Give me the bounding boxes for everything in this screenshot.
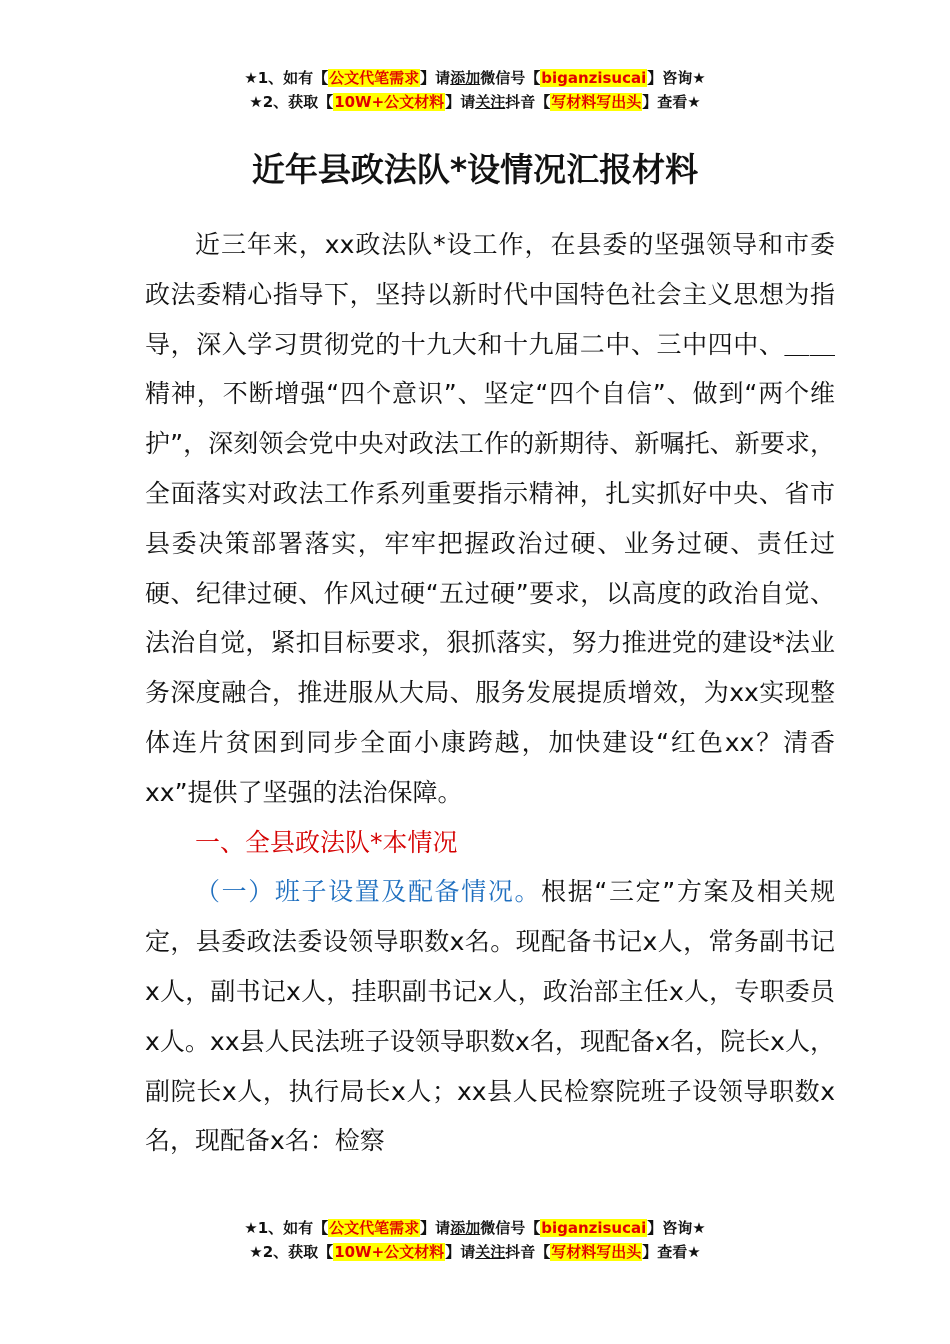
subsection-1-text: 根据“三定”方案及相关规定，县委政法委设领导职数x名。现配备书记x人，常务副书记x人，副书记x人，挂职副书记x人，政治部主任x人，专职委员x人。xx县人民法班子设领导职数x名，现配备x名，院长x人，副院长x人，执行局长x人；xx县人民检察院班子设领导职数x名，现配备x名：检察 (145, 877, 835, 1156)
footer-line-2: ★2、获取【10W+公文材料】请关注抖音【写材料写出头】查看★ (249, 1243, 701, 1261)
section-1-heading: 一、全县政法队*本情况 (195, 827, 458, 857)
document-body (145, 220, 835, 1166)
highlight-materials: 10W+公文材料 (334, 1243, 445, 1261)
header-banner (0, 66, 950, 114)
highlight-douyin: 写材料写出头 (551, 93, 642, 111)
highlight-materials: 10W+公文材料 (334, 93, 445, 111)
subsection-1-heading: （一）班子设置及配备情况。 (195, 877, 542, 907)
document-title: 近年县政法队*设情况汇报材料 (251, 150, 699, 189)
highlight-wechat-id: biganzisucai (541, 1219, 647, 1237)
footer-line-1: ★1、如有【公文代笔需求】请添加微信号【biganzisucai】咨询★ (244, 1219, 706, 1237)
banner-line-2: ★2、获取【10W+公文材料】请关注抖音【写材料写出头】查看★ (249, 93, 701, 111)
footer-banner (0, 1216, 950, 1264)
highlight-ghostwriting: 公文代笔需求 (329, 1219, 420, 1237)
highlight-wechat-id: biganzisucai (541, 69, 647, 87)
intro-paragraph: 近三年来，xx政法队*设工作，在县委的坚强领导和市委政法委精心指导下，坚持以新时代中国特色社会主义思想为指导，深入学习贯彻党的十九大和十九届二中、三中四中、＿＿精神，不断增强“四个意识”、坚定“四个自信”、做到“两个维护”，深刻领会党中央对政法工作的新期待、新嘱托、新要求，全面落实对政法工作系列重要指示精神，扎实抓好中央、省市县委决策部署落实，牢牢把握政治过硬、业务过硬、责任过硬、纪律过硬、作风过硬“五过硬”要求，以高度的政治自觉、法治自觉，紧扣目标要求，狠抓落实，努力推进党的建设*法业务深度融合，推进服从大局、服务发展提质增效，为xx实现整体连片贫困到同步全面小康跨越，加快建设“红色xx？清香xx”提供了坚强的法治保障。 (145, 230, 835, 807)
highlight-ghostwriting: 公文代笔需求 (329, 69, 420, 87)
highlight-douyin: 写材料写出头 (551, 1243, 642, 1261)
banner-line-1: ★1、如有【公文代笔需求】请添加微信号【biganzisucai】咨询★ (244, 69, 706, 87)
subsection-1-paragraph (145, 867, 835, 1166)
